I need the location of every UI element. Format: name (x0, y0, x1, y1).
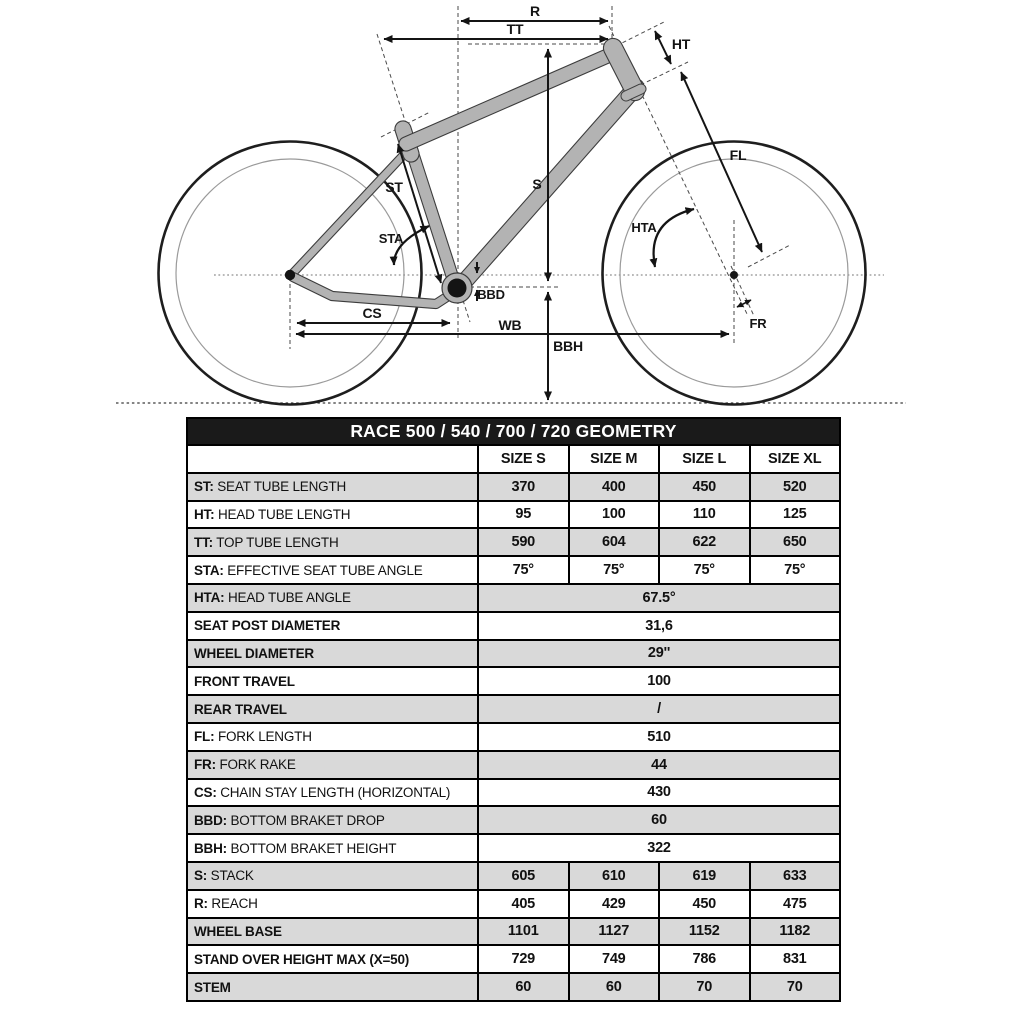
cell-value: 44 (478, 751, 840, 779)
row-label: STEM (187, 973, 478, 1001)
table-row (187, 584, 840, 612)
table-row (187, 473, 840, 501)
row-label: FL: FORK LENGTH (187, 723, 478, 751)
cell-value: 75° (750, 556, 841, 584)
row-label: S: STACK (187, 862, 478, 890)
row-label: HT: HEAD TUBE LENGTH (187, 501, 478, 529)
head-tube (613, 48, 641, 96)
header-empty-cell (187, 445, 478, 473)
header-size-m: SIZE M (569, 445, 660, 473)
cell-value: 29'' (478, 640, 840, 668)
table-row (187, 640, 840, 668)
table-row (187, 945, 840, 973)
diagram-label-cs: CS (362, 305, 382, 321)
diagram-label-s: S (532, 176, 542, 192)
cell-value: 95 (478, 501, 569, 529)
cell-value: 1182 (750, 918, 841, 946)
cell-value: 75° (478, 556, 569, 584)
cell-value: 70 (750, 973, 841, 1001)
table-header-row (187, 445, 840, 473)
table-row (187, 751, 840, 779)
forklength-arrow (681, 72, 762, 252)
cell-value: 70 (659, 973, 750, 1001)
diagram-label-bbh: BBH (553, 338, 583, 354)
cell-value: 1101 (478, 918, 569, 946)
top-tube (406, 54, 612, 144)
diagram-label-fr: FR (749, 316, 767, 331)
cell-value: 430 (478, 779, 840, 807)
cell-value: / (478, 695, 840, 723)
diagram-label-bbd: BBD (477, 287, 505, 302)
cell-value: 1127 (569, 918, 660, 946)
row-label: R: REACH (187, 890, 478, 918)
fl-tick (748, 245, 790, 267)
cell-value: 729 (478, 945, 569, 973)
cell-value: 125 (750, 501, 841, 529)
cell-value: 60 (569, 973, 660, 1001)
cell-value: 520 (750, 473, 841, 501)
row-label: WHEEL BASE (187, 918, 478, 946)
table-row (187, 862, 840, 890)
geometry-table-body (187, 473, 840, 1001)
table-row (187, 556, 840, 584)
diagram-label-tt: TT (506, 21, 524, 37)
row-label: REAR TRAVEL (187, 695, 478, 723)
table-title-row (187, 418, 840, 445)
cell-value: 400 (569, 473, 660, 501)
cell-value: 100 (478, 667, 840, 695)
row-label: WHEEL DIAMETER (187, 640, 478, 668)
chain-stay (293, 277, 456, 304)
cell-value: 31,6 (478, 612, 840, 640)
table-row (187, 501, 840, 529)
diagram-label-ht: HT (671, 36, 691, 52)
header-size-xl: SIZE XL (750, 445, 841, 473)
cell-value: 605 (478, 862, 569, 890)
table-row (187, 890, 840, 918)
rear-dropout (285, 270, 295, 280)
row-label: TT: TOP TUBE LENGTH (187, 528, 478, 556)
row-label: FR: FORK RAKE (187, 751, 478, 779)
row-label: STAND OVER HEIGHT MAX (X=50) (187, 945, 478, 973)
seat-stay (293, 148, 410, 273)
bike-geometry-diagram (0, 0, 1024, 412)
row-label: HTA: HEAD TUBE ANGLE (187, 584, 478, 612)
table-row (187, 667, 840, 695)
cell-value: 322 (478, 834, 840, 862)
cell-value: 510 (478, 723, 840, 751)
cell-value: 749 (569, 945, 660, 973)
hta-arc (654, 209, 694, 267)
table-row (187, 806, 840, 834)
diagram-label-wb: WB (498, 317, 522, 333)
cell-value: 622 (659, 528, 750, 556)
table-row (187, 612, 840, 640)
diagram-label-sta: STA (378, 231, 404, 246)
table-row (187, 528, 840, 556)
header-size-s: SIZE S (478, 445, 569, 473)
cell-value: 429 (569, 890, 660, 918)
cell-value: 450 (659, 890, 750, 918)
cell-value: 75° (569, 556, 660, 584)
cell-value: 1152 (659, 918, 750, 946)
cell-value: 610 (569, 862, 660, 890)
cell-value: 590 (478, 528, 569, 556)
cell-value: 619 (659, 862, 750, 890)
cell-value: 370 (478, 473, 569, 501)
headtube-arrow (655, 31, 671, 64)
cell-value: 75° (659, 556, 750, 584)
table-row (187, 973, 840, 1001)
table-title: RACE 500 / 540 / 700 / 720 GEOMETRY (187, 418, 840, 445)
row-label: CS: CHAIN STAY LENGTH (HORIZONTAL) (187, 779, 478, 807)
row-label: SEAT POST DIAMETER (187, 612, 478, 640)
row-label: FRONT TRAVEL (187, 667, 478, 695)
cell-value: 831 (750, 945, 841, 973)
cell-value: 633 (750, 862, 841, 890)
table-row (187, 779, 840, 807)
row-label: ST: SEAT TUBE LENGTH (187, 473, 478, 501)
diagram-label-r: R (530, 3, 540, 19)
cell-value: 67.5° (478, 584, 840, 612)
row-label: BBH: BOTTOM BRAKET HEIGHT (187, 834, 478, 862)
header-size-l: SIZE L (659, 445, 750, 473)
cell-value: 405 (478, 890, 569, 918)
cell-value: 450 (659, 473, 750, 501)
diagram-label-st: ST (385, 179, 403, 195)
table-row (187, 834, 840, 862)
cell-value: 786 (659, 945, 750, 973)
cell-value: 650 (750, 528, 841, 556)
bike-frame (285, 48, 738, 304)
cell-value: 100 (569, 501, 660, 529)
cell-value: 110 (659, 501, 750, 529)
bb-axle (448, 279, 467, 298)
diagram-label-hta: HTA (631, 220, 657, 235)
front-axle-dot (730, 271, 738, 279)
cell-value: 604 (569, 528, 660, 556)
row-label: STA: EFFECTIVE SEAT TUBE ANGLE (187, 556, 478, 584)
table-row (187, 918, 840, 946)
row-label: BBD: BOTTOM BRAKET DROP (187, 806, 478, 834)
table-row (187, 695, 840, 723)
table-row (187, 723, 840, 751)
cell-value: 475 (750, 890, 841, 918)
cell-value: 60 (478, 973, 569, 1001)
diagram-label-fl: FL (729, 147, 747, 163)
cell-value: 60 (478, 806, 840, 834)
spec-table (186, 417, 841, 1002)
